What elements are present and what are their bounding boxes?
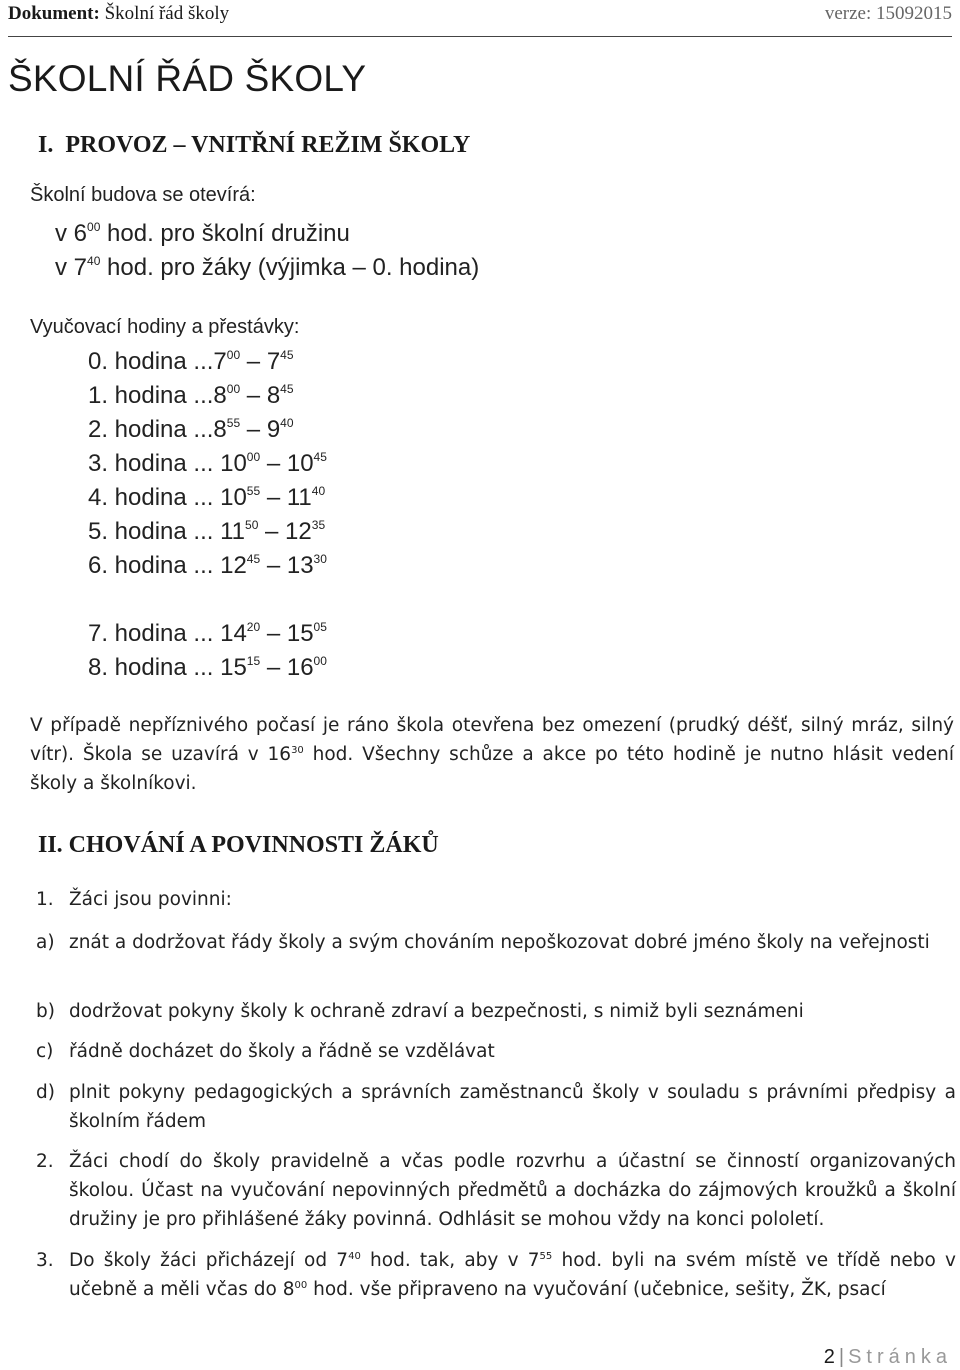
- lesson-row: 5. hodina ... $11^{50} - 12^{35}$: [88, 518, 326, 545]
- section-heading-provoz: I. PROVOZ – VNITŘNÍ REŽIM ŠKOLY: [38, 132, 471, 158]
- lesson-row: 0. hodina $...7^{00} - 7^{45}$: [88, 348, 294, 375]
- duty-item: b) dodržovat pokyny školy k ochraně zdraví a bezpečnosti, s nimiž byli seznámeni: [36, 1001, 804, 1022]
- weather-paragraph: V případě nepříznivého počasí je ráno škola otevřena bez omezení (prudký déšť, silný mráz, silný vítr). Škola se uzavírá v $16^{30}$ hod. Všechny schůze a akce po této hodině je nutno hlásit vedení školy a školníkovi.: [30, 715, 954, 794]
- document-name: Školní řád školy: [104, 3, 230, 24]
- page-footer: [824, 1346, 952, 1369]
- page-title: ŠKOLNÍ ŘÁD ŠKOLY: [8, 58, 367, 99]
- lesson-row: 1. hodina $...8^{00} - 8^{45}$: [88, 382, 294, 409]
- lesson-row: 8. hodina ... $15^{15} - 16^{00}$: [88, 654, 327, 681]
- lesson-row: 6. hodina ... $12^{45} - 13^{30}$: [88, 552, 327, 579]
- page-number: 2: [823, 1346, 835, 1368]
- opening-label: Školní budova se otevírá:: [30, 184, 256, 206]
- page-word: Stránka: [848, 1346, 952, 1368]
- section-heading-chovani: II. CHOVÁNÍ A POVINNOSTI ŽÁKŮ: [38, 832, 439, 858]
- list-item: 1. Žáci jsou povinni:: [36, 889, 232, 910]
- duty-item: a) znát a dodržovat řády školy a svým chováním nepoškozovat dobré jméno školy na veřejnosti: [36, 932, 930, 953]
- duty-item: d) plnit pokyny pedagogických a správních zaměstnanců školy v souladu s právními předpisy a školním řádem: [36, 1082, 956, 1132]
- page-header: [8, 0, 952, 37]
- document-label-key: Dokument:: [8, 3, 100, 24]
- list-item: 2. Žáci chodí do školy pravidelně a včas podle rozvrhu a účastní se činností organizovaných školou. Účast na vyučování nepovinných předmětů a docházka do zájmových kroužků a školní družiny je pro přihlášené žáky povinná. Odhlásit se mohou vždy na konci pololetí.: [36, 1151, 956, 1230]
- lesson-row: 7. hodina ... $14^{20} - 15^{05}$: [88, 620, 327, 647]
- lesson-row: 2. hodina $...8^{55} - 9^{40}$: [88, 416, 294, 443]
- version-label: verze: 15092015: [824, 3, 952, 24]
- list-item: 3. Do školy žáci přicházejí od $7^{40}$ hod. tak, aby v $7^{55}$ hod. byli na svém místě ve třídě nebo v učebně a měli včas do $8^{00}$ hod. vše připraveno na vyučování (učebnice, sešity, ŽK, psací: [36, 1250, 956, 1300]
- duty-item: c) řádně docházet do školy a řádně se vzdělávat: [36, 1041, 495, 1062]
- lessons-label: Vyučovací hodiny a přestávky:: [30, 316, 300, 338]
- opening-row: v $7^{40}$ hod. pro žáky (výjimka – 0. hodina): [55, 254, 480, 281]
- footer-separator: |: [838, 1346, 845, 1368]
- lesson-row: 3. hodina ... $10^{00} - 10^{45}$: [88, 450, 327, 477]
- lesson-row: 4. hodina ... $10^{55} - 11^{40}$: [88, 484, 326, 511]
- opening-row: v $6^{00}$ hod. pro školní družinu: [55, 220, 350, 247]
- document-label: [8, 3, 229, 25]
